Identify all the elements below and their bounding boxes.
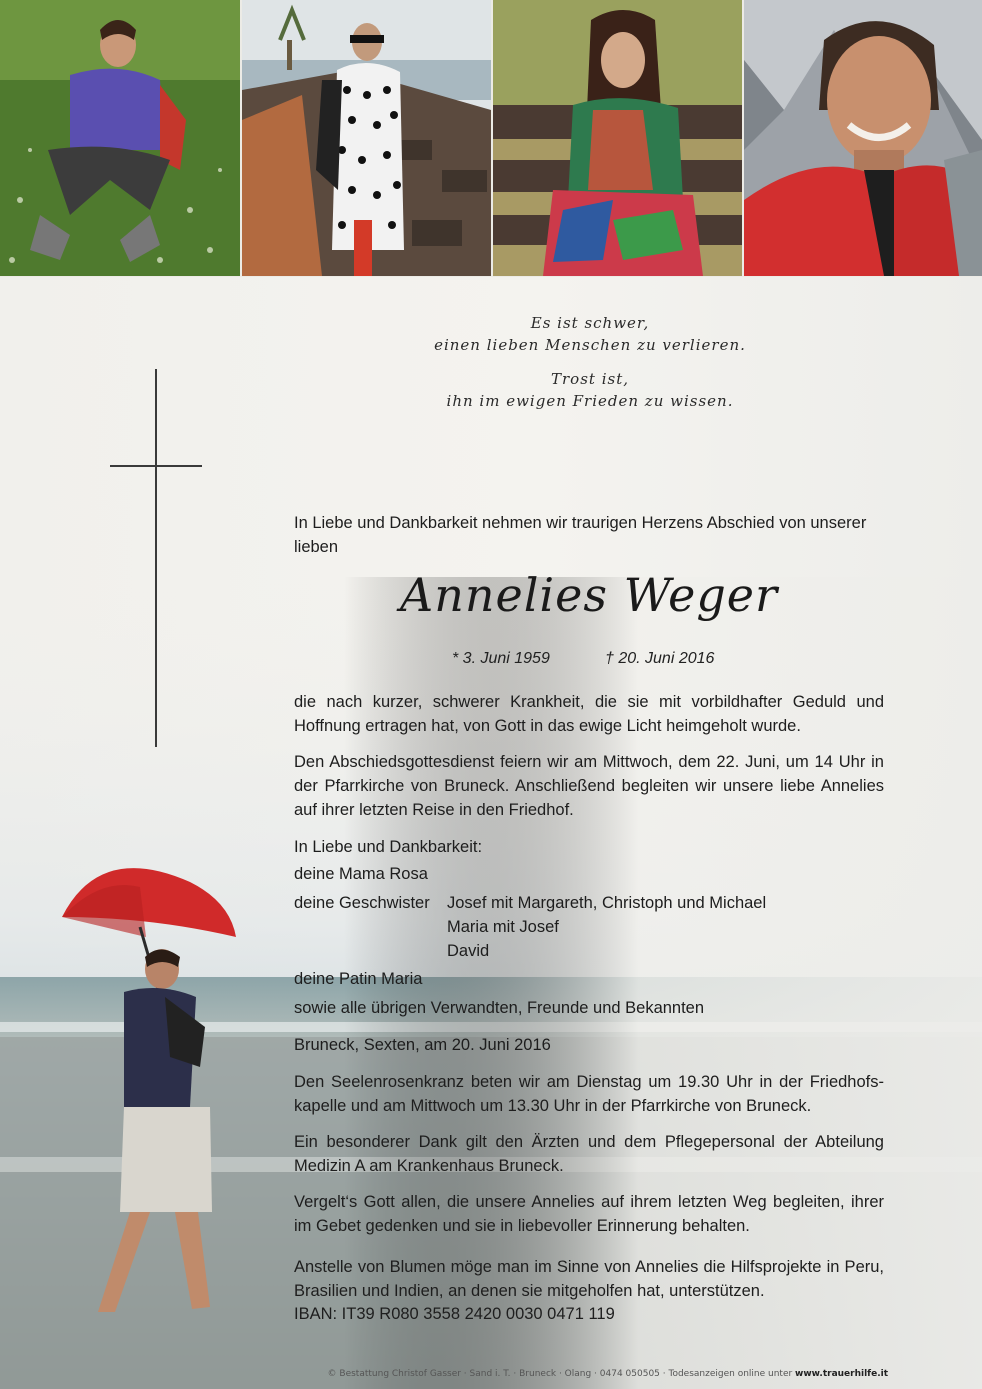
- poem-stanza-2: [400, 368, 780, 412]
- photo-seaside-rocks: [242, 0, 491, 276]
- vergelts-note: Vergelt‘s Gott allen, die unsere Annelies auf ihrem letzten Weg begleiten, ihrer im Gebet gedenken und sie in liebevoller Erinnerung behalten.: [294, 1193, 884, 1235]
- poem-stanza-1: [400, 312, 780, 356]
- deceased-name: Annelies Weger: [400, 568, 778, 622]
- footer-text: © Bestattung Christof Gasser · Sand i. T. · Bruneck · Olang · 0474 050505 · Todesanzeigen online unter: [327, 1369, 796, 1379]
- donation-note: Anstelle von Blumen möge man im Sinne von Annelies die Hilfsprojekte in Peru, Brasilien und Indien, an denen sie mitgeholfen hat, unterstützen.: [294, 1258, 884, 1300]
- cross-horizontal: [110, 465, 202, 467]
- photo-mountain-portrait: [744, 0, 982, 276]
- poem-line: Es ist schwer,: [530, 314, 650, 332]
- poem: [400, 312, 780, 424]
- paragraph-funeral: Den Abschiedsgottesdienst feiern wir am Mittwoch, dem 22. Juni, um 14 Uhr in der Pfarrkirche von Bruneck. Anschließend begleiten wir unsere liebe Annelies auf ihrer letzten Reise in den Friedhof.: [294, 753, 884, 819]
- sibling-line: David: [447, 942, 490, 960]
- family-heading: In Liebe und Dankbarkeit:: [294, 838, 483, 856]
- thanks-note: Ein besonderer Dank gilt den Ärzten und dem Pflegepersonal der Abteilung Medizin A am Krankenhaus Bruneck.: [294, 1133, 884, 1175]
- death-date: † 20. Juni 2016: [605, 650, 715, 667]
- poem-line: Trost ist,: [551, 370, 629, 388]
- family-others: sowie alle übrigen Verwandten, Freunde und Bekannten: [294, 999, 705, 1017]
- family-siblings-list: [447, 891, 766, 963]
- intro-text: In Liebe und Dankbarkeit nehmen wir traurigen Herzens Abschied von unserer lieben: [294, 514, 867, 556]
- place-date: Bruneck, Sexten, am 20. Juni 2016: [294, 1036, 551, 1054]
- poem-line: ihn im ewigen Frieden zu wissen.: [446, 392, 734, 410]
- footer: [0, 1369, 888, 1379]
- rosary-note: Den Seelenrosenkranz beten wir am Dienstag um 19.30 Uhr in der Friedhofskapelle und am Mittwoch um 13.30 Uhr in der Pfarrkirche von Bruneck.: [294, 1073, 884, 1115]
- paragraph-passing: die nach kurzer, schwerer Krankheit, die sie mit vorbildhafter Geduld und Hoffnung ertragen hat, von Gott in das ewige Licht heimgeholt wurde.: [294, 693, 884, 735]
- footer-link[interactable]: www.trauerhilfe.it: [795, 1369, 888, 1379]
- photo-bench: [493, 0, 742, 276]
- iban: IBAN: IT39 R080 3558 2420 0030 0471 119: [294, 1305, 615, 1323]
- sibling-line: Maria mit Josef: [447, 918, 559, 936]
- photo-meadow: [0, 0, 240, 276]
- family-mama: deine Mama Rosa: [294, 865, 428, 883]
- cross-vertical: [155, 369, 157, 747]
- birth-date: * 3. Juni 1959: [452, 650, 550, 667]
- family-godmother: deine Patin Maria: [294, 970, 423, 988]
- sibling-line: Josef mit Margareth, Christoph und Michael: [447, 894, 767, 912]
- family-siblings-label: deine Geschwister: [294, 894, 430, 912]
- poem-line: einen lieben Menschen zu verlieren.: [434, 336, 746, 354]
